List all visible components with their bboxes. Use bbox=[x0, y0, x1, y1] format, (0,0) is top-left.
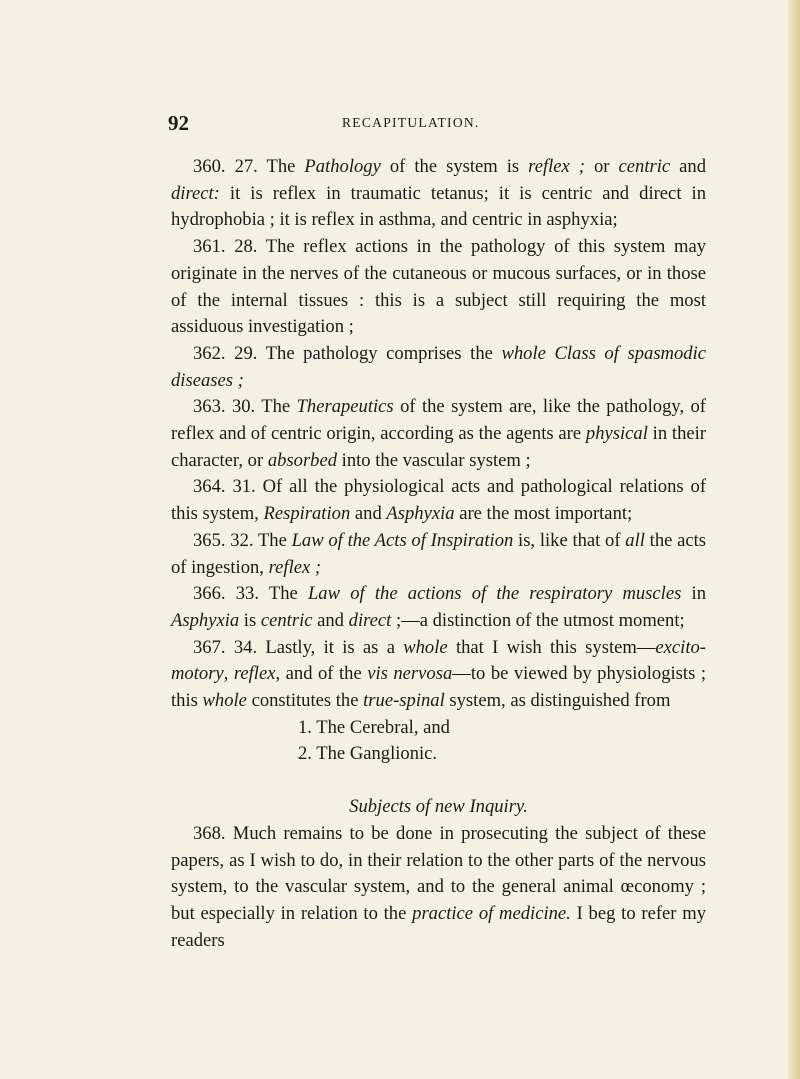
text-run: of the system is bbox=[380, 156, 529, 177]
text-run: and bbox=[312, 609, 349, 631]
page-number: 92 bbox=[168, 111, 189, 135]
text-run: ;—a distinction of the utmost moment; bbox=[391, 609, 685, 631]
text-run: of the system are, like the pathology, of reflex and of centric origin, according as the agents are bbox=[171, 396, 706, 445]
text-run: the acts of ingestion, bbox=[171, 529, 707, 578]
final-paragraph-wrap bbox=[171, 821, 706, 955]
italic-term: Respiration bbox=[263, 503, 351, 525]
italic-term: whole Class of spasmodic diseases ; bbox=[171, 342, 706, 391]
text-run: or bbox=[585, 156, 619, 177]
paragraph-number: 366. bbox=[193, 583, 236, 605]
text-run: and bbox=[350, 503, 387, 525]
text-run: The bbox=[257, 529, 292, 551]
sub-number: 32. bbox=[230, 529, 258, 551]
italic-term: vis nervosa bbox=[367, 663, 453, 685]
sub-number: 28. bbox=[234, 236, 266, 258]
text-run: and bbox=[670, 156, 706, 177]
text-run: , and of the bbox=[275, 663, 368, 685]
italic-term: centric bbox=[260, 609, 313, 631]
paragraph bbox=[171, 581, 706, 634]
italic-term: centric bbox=[618, 156, 671, 177]
body-text bbox=[171, 154, 706, 954]
sub-number: 30. bbox=[231, 396, 262, 418]
paragraph bbox=[171, 474, 706, 527]
text-run: I beg to refer my readers bbox=[171, 902, 707, 951]
italic-term: Therapeutics bbox=[296, 396, 394, 418]
text-run: it is reflex in traumatic tetanus; it is centric and direct in hydrophobia ; it is reflex in asthma, and centric in asphyxia; bbox=[171, 182, 706, 231]
paragraph-number: 362. bbox=[193, 342, 235, 364]
text-run: in their character, or bbox=[171, 423, 706, 471]
running-title: RECAPITULATION. bbox=[342, 115, 480, 130]
text-run: The bbox=[261, 396, 297, 418]
sub-number: 29. bbox=[234, 342, 266, 364]
italic-term: reflex ; bbox=[528, 156, 585, 177]
distinction-list bbox=[171, 715, 706, 768]
italic-term: direct: bbox=[171, 182, 220, 204]
text-run: Lastly, it is as a bbox=[265, 636, 404, 658]
text-run: Much remains to be done in prosecuting the subject of these papers, as I wish to do, in their relation to the other parts of the nervous system, to the vascular system, and to the general animal œconomy ; but especially in relation to the bbox=[171, 822, 707, 924]
page-edge bbox=[788, 0, 800, 1079]
text-run: in bbox=[681, 583, 706, 605]
italic-term: whole bbox=[202, 690, 247, 712]
text-run: into the vascular system ; bbox=[337, 449, 531, 471]
list-item: 2. The Ganglionic. bbox=[298, 743, 438, 765]
sub-number: 34. bbox=[233, 636, 266, 658]
text-run: The bbox=[266, 156, 305, 177]
italic-term: Law of the Acts of Inspiration bbox=[291, 529, 514, 551]
sub-number: 31. bbox=[232, 476, 263, 498]
paragraph bbox=[171, 821, 706, 955]
paragraph-number: 364. bbox=[193, 476, 233, 498]
paragraph-number: 360. bbox=[193, 156, 235, 177]
italic-term: practice of medicine. bbox=[412, 902, 571, 924]
page-header bbox=[168, 111, 706, 137]
paragraph bbox=[171, 154, 706, 234]
paragraph bbox=[171, 341, 706, 394]
paragraph-number: 363. bbox=[193, 396, 232, 418]
paragraph bbox=[171, 394, 706, 474]
paragraph-number: 367. bbox=[193, 636, 234, 658]
paragraph bbox=[171, 635, 706, 715]
text-run: is bbox=[239, 609, 261, 631]
sub-number: 27. bbox=[234, 156, 267, 177]
text-run: The reflex actions in the pathology of this system may originate in the nerves of the cutaneous or mucous surfaces, or in those of the internal tissues : this is a subject still requiring the most assiduous investigation ; bbox=[171, 236, 707, 338]
italic-term: all bbox=[625, 529, 645, 551]
paragraph-number: 365. bbox=[193, 529, 231, 551]
italic-term: Pathology bbox=[304, 156, 381, 177]
sub-number: 33. bbox=[235, 583, 269, 605]
text-run: The bbox=[268, 583, 308, 605]
text-run: —to be viewed by physiologists ; this bbox=[171, 663, 706, 712]
italic-term: Law of the actions of the respiratory muscles bbox=[307, 583, 682, 605]
italic-term: true-spinal bbox=[363, 690, 445, 712]
text-run: is, like that of bbox=[513, 529, 626, 551]
text-run: , bbox=[223, 663, 234, 685]
italic-term: direct bbox=[348, 609, 392, 631]
italic-term: Asphyxia bbox=[386, 503, 455, 525]
text-run: that I wish this system— bbox=[447, 636, 656, 658]
paragraph-number: 361. bbox=[193, 236, 235, 258]
italic-term: excito-motory bbox=[171, 636, 707, 685]
text-run: constitutes the bbox=[246, 690, 364, 712]
italic-term: whole bbox=[403, 636, 448, 658]
text-run: The pathology comprises the bbox=[265, 342, 502, 364]
section-subheading: Subjects of new Inquiry. bbox=[349, 796, 528, 818]
paragraph bbox=[171, 234, 706, 341]
italic-term: reflex ; bbox=[268, 556, 322, 578]
paragraph bbox=[171, 528, 706, 581]
numbered-paragraphs bbox=[171, 154, 706, 715]
text-run: are the most important; bbox=[454, 503, 633, 525]
italic-term: absorbed bbox=[267, 449, 338, 471]
text-run: system, as distinguished from bbox=[444, 690, 671, 712]
italic-term: physical bbox=[585, 423, 648, 445]
italic-term: Asphyxia bbox=[171, 609, 240, 631]
list-item: 1. The Cerebral, and bbox=[298, 716, 450, 738]
paragraph-number: 368. bbox=[193, 822, 233, 844]
text-run: Of all the physiological acts and pathological relations of this system, bbox=[171, 476, 707, 525]
italic-term: reflex bbox=[233, 663, 276, 685]
